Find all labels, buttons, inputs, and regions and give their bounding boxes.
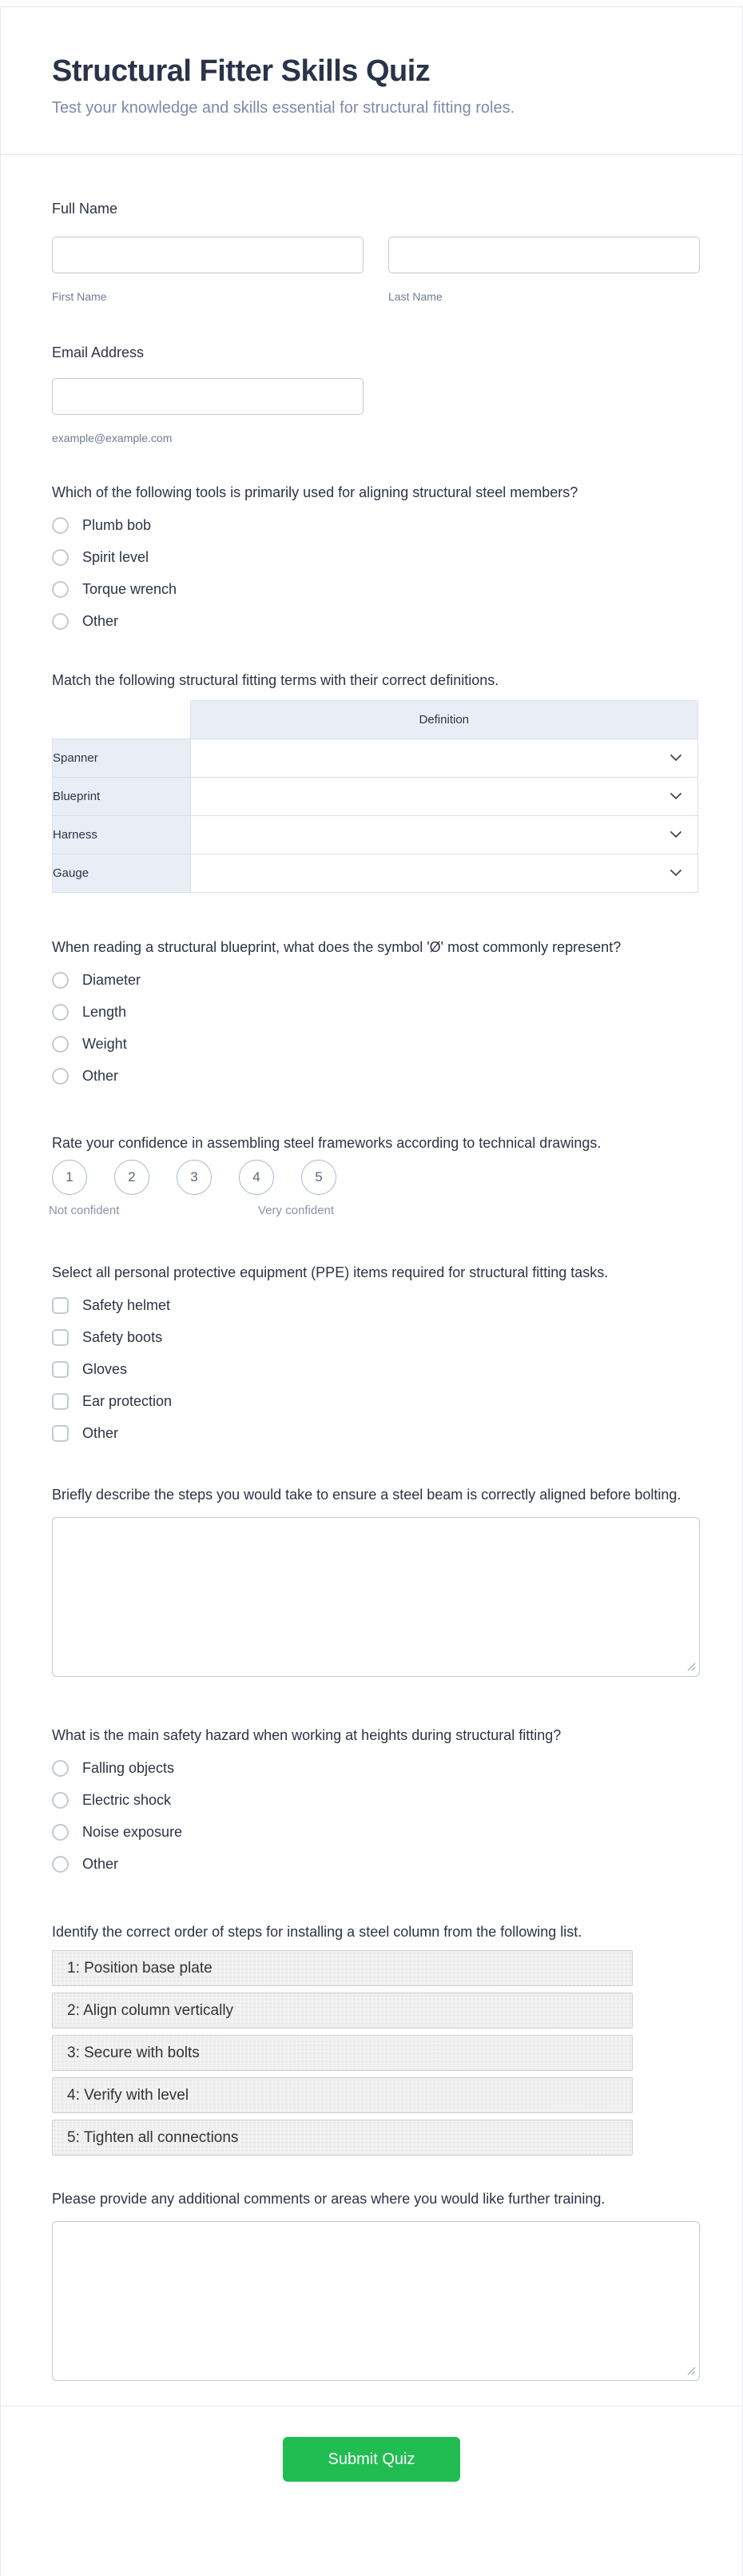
page-subtitle: Test your knowledge and skills essential for structural fitting roles.	[52, 99, 515, 117]
radio-option[interactable]	[52, 1784, 698, 1816]
option-label: Safety boots	[82, 1328, 163, 1345]
height-hazard-question: What is the main safety hazard when working at heights during structural fitting?	[52, 1727, 562, 1743]
option-label: Ear protection	[82, 1392, 173, 1409]
field-email	[52, 340, 698, 445]
confidence-rating-question: Rate your confidence in assembling steel frameworks according to technical drawings.	[52, 1135, 602, 1151]
radio-icon[interactable]	[52, 549, 69, 566]
match-select-cell	[190, 739, 698, 778]
form-body	[1, 197, 742, 2381]
first-name-column	[52, 237, 364, 304]
form-header	[1, 7, 742, 154]
radio-icon[interactable]	[52, 517, 69, 534]
beam-alignment-question: Briefly describe the steps you would take to ensure a steel beam is correctly aligned before bolting.	[52, 1487, 681, 1503]
radio-option[interactable]	[52, 1060, 698, 1092]
radio-option[interactable]	[52, 1816, 698, 1848]
checkbox-option[interactable]	[52, 1417, 698, 1449]
match-row-label: Harness	[53, 816, 191, 854]
match-table-column-header: Definition	[190, 701, 698, 739]
option-label: Other	[82, 1067, 119, 1084]
radio-option[interactable]	[52, 541, 698, 573]
option-label: Diameter	[82, 971, 141, 988]
aligning-tool-question: Which of the following tools is primarily used for aligning structural steel members?	[52, 484, 578, 500]
option-label: Other	[82, 1424, 119, 1441]
rating-4-button[interactable]: 4	[239, 1160, 274, 1195]
radio-icon[interactable]	[52, 1036, 69, 1053]
checkbox-icon[interactable]	[52, 1393, 69, 1410]
field-additional-comments	[52, 2187, 698, 2381]
match-row-label: Spanner	[53, 739, 191, 778]
resize-grip-icon[interactable]	[686, 1662, 696, 1671]
order-item[interactable]: 1: Position base plate	[52, 1950, 633, 1986]
order-item[interactable]: 4: Verify with level	[52, 2077, 633, 2113]
chevron-down-icon	[670, 754, 681, 762]
match-select-cell	[190, 778, 698, 816]
definition-select-blueprint[interactable]	[191, 778, 698, 815]
radio-icon[interactable]	[52, 1824, 69, 1841]
email-input[interactable]	[52, 378, 364, 415]
definition-select-gauge[interactable]	[191, 854, 698, 892]
order-item[interactable]: 3: Secure with bolts	[52, 2035, 633, 2071]
additional-comments-question: Please provide any additional comments or areas where you would like further training.	[52, 2191, 606, 2207]
last-name-column	[388, 237, 700, 304]
radio-option[interactable]	[52, 509, 698, 541]
additional-comments-textarea-wrap	[52, 2221, 700, 2381]
ppe-items-question: Select all personal protective equipment (PPE) items required for structural fitting tasks.	[52, 1264, 609, 1280]
symbol-meaning-question: When reading a structural blueprint, what does the symbol 'Ø' most commonly represent?	[52, 939, 622, 955]
radio-option[interactable]	[52, 1752, 698, 1784]
field-install-order	[52, 1920, 698, 2156]
option-label: Gloves	[82, 1360, 128, 1377]
checkbox-icon[interactable]	[52, 1425, 69, 1442]
option-label: Electric shock	[82, 1791, 172, 1808]
field-beam-alignment	[52, 1483, 698, 1677]
radio-option[interactable]	[52, 964, 698, 996]
match-row-label: Gauge	[53, 854, 191, 893]
name-inputs-row	[52, 237, 698, 304]
last-name-input[interactable]	[388, 237, 700, 273]
radio-option[interactable]	[52, 996, 698, 1028]
option-label: Safety helmet	[82, 1296, 171, 1313]
field-full-name	[52, 197, 698, 304]
first-name-sublabel: First Name	[52, 290, 107, 303]
checkbox-option[interactable]	[52, 1353, 698, 1385]
match-select-cell	[190, 816, 698, 854]
radio-icon[interactable]	[52, 1792, 69, 1809]
rating-scale	[52, 1160, 698, 1195]
field-aligning-tool	[52, 480, 698, 637]
option-label: Spirit level	[82, 548, 149, 565]
definition-select-harness[interactable]	[191, 816, 698, 854]
definition-select-spanner[interactable]	[191, 739, 698, 777]
field-ppe-items	[52, 1260, 698, 1449]
match-select-cell	[190, 854, 698, 893]
chevron-down-icon	[670, 793, 681, 800]
match-table-corner	[53, 701, 191, 739]
option-label: Length	[82, 1003, 127, 1020]
rating-1-button[interactable]: 1	[52, 1160, 87, 1195]
chevron-down-icon	[670, 831, 681, 838]
rating-max-label: Very confident	[258, 1204, 335, 1217]
option-label: Other	[82, 612, 119, 629]
order-item[interactable]: 2: Align column vertically	[52, 1993, 633, 2029]
beam-alignment-textarea-wrap	[52, 1517, 700, 1677]
radio-icon[interactable]	[52, 1856, 69, 1873]
field-confidence-rating	[49, 1131, 698, 1218]
height-hazard-options	[52, 1752, 698, 1880]
radio-icon[interactable]	[52, 1004, 69, 1021]
email-sublabel: example@example.com	[52, 432, 173, 444]
header-divider	[1, 154, 742, 155]
form-footer	[1, 2406, 742, 2524]
option-label: Other	[82, 1855, 119, 1872]
page-title: Structural Fitter Skills Quiz	[52, 54, 431, 88]
table-row	[53, 816, 698, 854]
rating-3-button[interactable]: 3	[177, 1160, 212, 1195]
form-card	[0, 6, 743, 2576]
radio-icon[interactable]	[52, 1760, 69, 1777]
checkbox-icon[interactable]	[52, 1329, 69, 1346]
radio-option[interactable]	[52, 1028, 698, 1060]
order-item[interactable]: 5: Tighten all connections	[52, 2120, 633, 2156]
email-label: Email Address	[52, 344, 145, 360]
radio-option[interactable]	[52, 605, 698, 637]
table-row	[53, 739, 698, 778]
radio-icon[interactable]	[52, 581, 69, 598]
field-match-definitions	[52, 668, 698, 893]
table-row	[53, 854, 698, 893]
option-label: Noise exposure	[82, 1823, 183, 1840]
submit-quiz-button[interactable]: Submit Quiz	[283, 2437, 460, 2482]
last-name-sublabel: Last Name	[388, 290, 443, 303]
symbol-meaning-options	[52, 964, 698, 1092]
aligning-tool-options	[52, 509, 698, 637]
option-label: Torque wrench	[82, 580, 177, 597]
radio-icon[interactable]	[52, 1068, 69, 1085]
field-height-hazard	[52, 1723, 698, 1880]
match-definitions-question: Match the following structural fitting terms with their correct definitions.	[52, 672, 499, 688]
checkbox-icon[interactable]	[52, 1361, 69, 1378]
radio-icon[interactable]	[52, 972, 69, 989]
install-order-question: Identify the correct order of steps for installing a steel column from the following list.	[52, 1924, 582, 1940]
checkbox-option[interactable]	[52, 1321, 698, 1353]
checkbox-option[interactable]	[52, 1289, 698, 1321]
full-name-label: Full Name	[52, 201, 118, 217]
field-symbol-meaning	[52, 935, 698, 1092]
radio-option[interactable]	[52, 1848, 698, 1880]
match-table	[52, 700, 698, 893]
rating-2-button[interactable]: 2	[114, 1160, 149, 1195]
rating-min-label: Not confident	[49, 1204, 120, 1217]
resize-grip-icon[interactable]	[686, 2366, 696, 2375]
additional-comments-textarea[interactable]	[52, 2221, 700, 2381]
checkbox-option[interactable]	[52, 1385, 698, 1417]
chevron-down-icon	[670, 870, 681, 877]
radio-icon[interactable]	[52, 613, 69, 630]
install-order-list	[52, 1950, 698, 2156]
option-label: Plumb bob	[82, 516, 152, 533]
option-label: Falling objects	[82, 1759, 175, 1776]
beam-alignment-textarea[interactable]	[52, 1517, 700, 1677]
checkbox-icon[interactable]	[52, 1297, 69, 1314]
rating-scale-labels	[49, 1204, 698, 1218]
match-row-label: Blueprint	[53, 778, 191, 816]
radio-option[interactable]	[52, 573, 698, 605]
ppe-options	[52, 1289, 698, 1449]
first-name-input[interactable]	[52, 237, 364, 273]
table-row	[53, 778, 698, 816]
option-label: Weight	[82, 1035, 127, 1052]
rating-5-button[interactable]: 5	[301, 1160, 336, 1195]
